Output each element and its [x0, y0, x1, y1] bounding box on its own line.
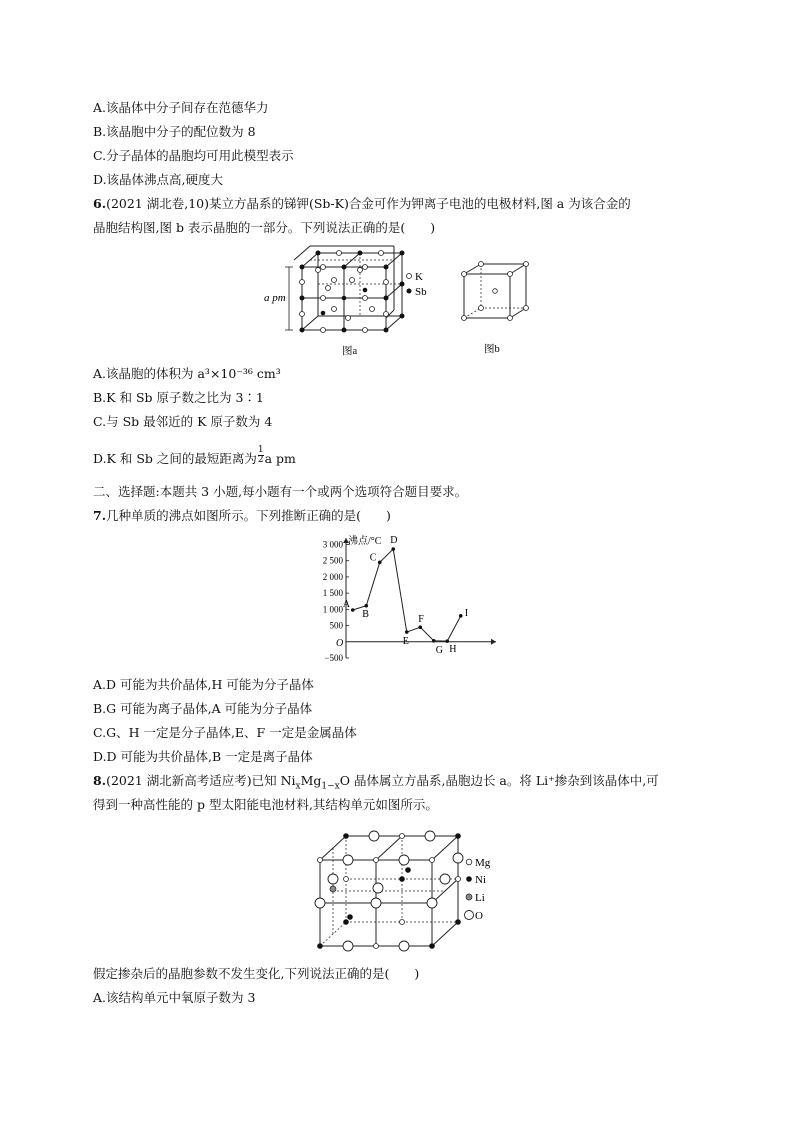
data-label-e: E	[402, 636, 409, 648]
x-axis-arrow	[491, 639, 496, 645]
y-tick-label: 1 000	[322, 604, 343, 615]
data-point-h	[445, 639, 449, 643]
q8-stem-pre: (2021 湖北新高考适应考)已知 Ni	[106, 773, 296, 788]
q8-stem-post: O 晶体属立方晶系,晶胞边长 a。将 Li⁺掺杂到该晶体中,可	[339, 773, 659, 788]
origin-label: O	[336, 637, 344, 649]
q8-stem-line1	[93, 773, 659, 795]
y-tick-label: 500	[329, 620, 343, 631]
y-axis-label: 沸点/°C	[348, 536, 382, 547]
q8-stem-line2: 得到一种高性能的 p 型太阳能电池材料,其结构单元如图所示。	[93, 797, 438, 812]
data-point-i	[459, 614, 463, 618]
q8-structure-unit	[310, 824, 490, 954]
subscript-x: x	[295, 781, 301, 792]
q8-stem-mg: Mg	[300, 773, 322, 788]
q5-option-d: D.该晶体沸点高,硬度大	[93, 172, 224, 187]
boiling-point-chart	[290, 530, 500, 668]
figure-a-caption: 图a	[342, 346, 358, 357]
data-point-d	[391, 547, 395, 551]
q7-stem	[93, 508, 391, 524]
figure-b-partial-cell	[456, 256, 536, 360]
figure-b-caption: 图b	[484, 344, 500, 355]
legend-k: K	[415, 271, 423, 283]
dimension-label: a pm	[264, 292, 286, 304]
subscript-1-minus-x: 1−x	[321, 781, 340, 792]
data-point-b	[364, 604, 368, 608]
y-tick-label: 2 500	[322, 555, 343, 566]
data-label-f: F	[418, 614, 424, 626]
data-label-b: B	[362, 608, 369, 620]
fraction-denominator: 2	[257, 455, 264, 465]
figure-a-crystal-cell	[262, 240, 442, 360]
q6-option-d-suffix: a pm	[264, 451, 296, 466]
q6-option-b: B.K 和 Sb 原子数之比为 3∶1	[93, 390, 264, 405]
q5-option-a: A.该晶体中分子间存在范德华力	[93, 100, 269, 115]
data-label-g: G	[435, 644, 443, 656]
data-label-h: H	[449, 644, 457, 656]
q7-stem-text: 几种单质的沸点如图所示。下列推断正确的是( )	[106, 508, 391, 523]
q6-stem-line2: 晶胞结构图,图 b 表示晶胞的一部分。下列说法正确的是( )	[93, 220, 436, 235]
q8-option-a: A.该结构单元中氧原子数为 3	[93, 990, 256, 1005]
data-point-e	[405, 630, 409, 634]
q6-number: 6.	[93, 196, 107, 211]
q6-stem-text: (2021 湖北卷,10)某立方晶系的锑钾(Sb-K)合金可作为钾离子电池的电极材料,图 a 为该合金的	[106, 196, 631, 211]
legend-ni: Ni	[475, 874, 486, 886]
q8-question: 假定掺杂后的晶胞参数不发生变化,下列说法正确的是( )	[93, 966, 420, 981]
y-tick-label: 1 500	[322, 588, 343, 599]
q6-stem-line1	[93, 196, 631, 212]
data-label-d: D	[390, 535, 398, 547]
q6-option-a: A.该晶胞的体积为 a³×10⁻³⁶ cm³	[93, 366, 281, 381]
data-point-a	[351, 608, 355, 612]
q5-option-c: C.分子晶体的晶胞均可用此模型表示	[93, 148, 294, 163]
data-point-g	[432, 639, 436, 643]
legend-mg: Mg	[475, 857, 490, 869]
q6-option-d	[93, 445, 296, 469]
q8-number: 8.	[93, 773, 107, 788]
q5-option-b: B.该晶胞中分子的配位数为 8	[93, 124, 256, 139]
legend-sb: Sb	[415, 286, 427, 298]
data-point-c	[378, 561, 382, 565]
q7-number: 7.	[93, 508, 107, 523]
q6-option-d-prefix: D.K 和 Sb 之间的最短距离为	[93, 451, 257, 466]
q6-option-c: C.与 Sb 最邻近的 K 原子数为 4	[93, 414, 273, 429]
legend-li: Li	[475, 892, 485, 904]
legend-o: O	[475, 910, 483, 922]
q7-option-c: C.G、H 一定是分子晶体,E、F 一定是金属晶体	[93, 725, 357, 740]
q7-option-b: B.G 可能为离子晶体,A 可能为分子晶体	[93, 701, 313, 716]
fraction-numerator: 1	[257, 445, 264, 455]
data-label-i: I	[464, 607, 469, 619]
y-tick-label: −500	[324, 653, 343, 663]
section-2-heading: 二、选择题:本题共 3 小题,每小题有一个或两个选项符合题目要求。	[93, 484, 468, 499]
q7-option-d: D.D 可能为共价晶体,B 一定是离子晶体	[93, 749, 313, 764]
data-point-f	[418, 625, 422, 629]
q7-option-a: A.D 可能为共价晶体,H 可能为分子晶体	[93, 677, 314, 692]
y-tick-label: 2 000	[322, 571, 343, 582]
data-label-a: A	[342, 599, 350, 610]
fraction	[258, 446, 264, 465]
y-tick-label: 3 000	[322, 539, 343, 550]
data-label-c: C	[369, 552, 377, 564]
